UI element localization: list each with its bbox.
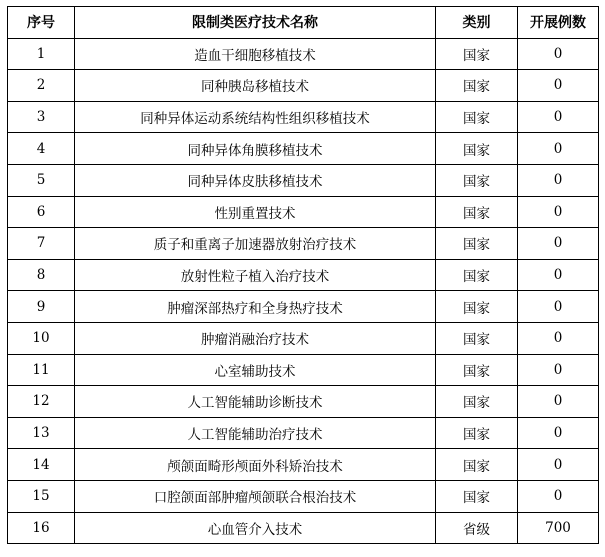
cell-category: 国家 [436, 70, 518, 102]
cell-no: 6 [8, 196, 75, 228]
cell-name: 人工智能辅助诊断技术 [75, 386, 436, 418]
table-row [8, 259, 599, 291]
cell-count: 0 [518, 196, 599, 228]
cell-count: 0 [518, 259, 599, 291]
cell-category: 国家 [436, 133, 518, 165]
cell-category: 国家 [436, 480, 518, 512]
cell-category: 国家 [436, 449, 518, 481]
cell-no: 11 [8, 354, 75, 386]
cell-count: 0 [518, 322, 599, 354]
cell-count: 0 [518, 164, 599, 196]
cell-name: 质子和重离子加速器放射治疗技术 [75, 228, 436, 260]
cell-name: 同种异体角膜移植技术 [75, 133, 436, 165]
cell-category: 国家 [436, 354, 518, 386]
cell-name: 肿瘤消融治疗技术 [75, 322, 436, 354]
table-row [8, 164, 599, 196]
header-no: 序号 [8, 7, 75, 39]
header-name: 限制类医疗技术名称 [75, 7, 436, 39]
table-row [8, 512, 599, 544]
table-row [8, 133, 599, 165]
cell-no: 14 [8, 449, 75, 481]
cell-category: 省级 [436, 512, 518, 544]
cell-name: 颅颌面畸形颅面外科矫治技术 [75, 449, 436, 481]
cell-no: 1 [8, 38, 75, 70]
header-count: 开展例数 [518, 7, 599, 39]
cell-count: 0 [518, 38, 599, 70]
table-row [8, 322, 599, 354]
table-row [8, 386, 599, 418]
cell-count: 0 [518, 70, 599, 102]
table-row [8, 196, 599, 228]
table-row [8, 417, 599, 449]
cell-category: 国家 [436, 291, 518, 323]
cell-category: 国家 [436, 322, 518, 354]
cell-count: 0 [518, 417, 599, 449]
cell-name: 造血干细胞移植技术 [75, 38, 436, 70]
cell-name: 性别重置技术 [75, 196, 436, 228]
cell-no: 12 [8, 386, 75, 418]
table-row [8, 291, 599, 323]
cell-count: 700 [518, 512, 599, 544]
cell-category: 国家 [436, 164, 518, 196]
cell-category: 国家 [436, 228, 518, 260]
cell-name: 心血管介入技术 [75, 512, 436, 544]
cell-count: 0 [518, 354, 599, 386]
table-row [8, 101, 599, 133]
restricted-tech-table [7, 6, 599, 544]
cell-no: 3 [8, 101, 75, 133]
cell-count: 0 [518, 449, 599, 481]
cell-name: 同种胰岛移植技术 [75, 70, 436, 102]
cell-name: 人工智能辅助治疗技术 [75, 417, 436, 449]
cell-category: 国家 [436, 101, 518, 133]
cell-name: 同种异体皮肤移植技术 [75, 164, 436, 196]
cell-count: 0 [518, 480, 599, 512]
table-row [8, 38, 599, 70]
cell-count: 0 [518, 101, 599, 133]
cell-category: 国家 [436, 386, 518, 418]
cell-no: 8 [8, 259, 75, 291]
cell-category: 国家 [436, 196, 518, 228]
cell-count: 0 [518, 386, 599, 418]
cell-no: 13 [8, 417, 75, 449]
cell-name: 放射性粒子植入治疗技术 [75, 259, 436, 291]
cell-no: 7 [8, 228, 75, 260]
cell-no: 4 [8, 133, 75, 165]
cell-no: 10 [8, 322, 75, 354]
cell-category: 国家 [436, 38, 518, 70]
cell-count: 0 [518, 291, 599, 323]
cell-category: 国家 [436, 417, 518, 449]
table-row [8, 70, 599, 102]
table-row [8, 354, 599, 386]
table-row [8, 228, 599, 260]
cell-name: 同种异体运动系统结构性组织移植技术 [75, 101, 436, 133]
cell-name: 口腔颌面部肿瘤颅颌联合根治技术 [75, 480, 436, 512]
cell-no: 5 [8, 164, 75, 196]
cell-no: 2 [8, 70, 75, 102]
cell-no: 15 [8, 480, 75, 512]
cell-count: 0 [518, 228, 599, 260]
header-category: 类别 [436, 7, 518, 39]
cell-no: 9 [8, 291, 75, 323]
cell-count: 0 [518, 133, 599, 165]
cell-name: 肿瘤深部热疗和全身热疗技术 [75, 291, 436, 323]
cell-name: 心室辅助技术 [75, 354, 436, 386]
table-row [8, 480, 599, 512]
table-row [8, 449, 599, 481]
cell-category: 国家 [436, 259, 518, 291]
table-header-row [8, 7, 599, 39]
cell-no: 16 [8, 512, 75, 544]
